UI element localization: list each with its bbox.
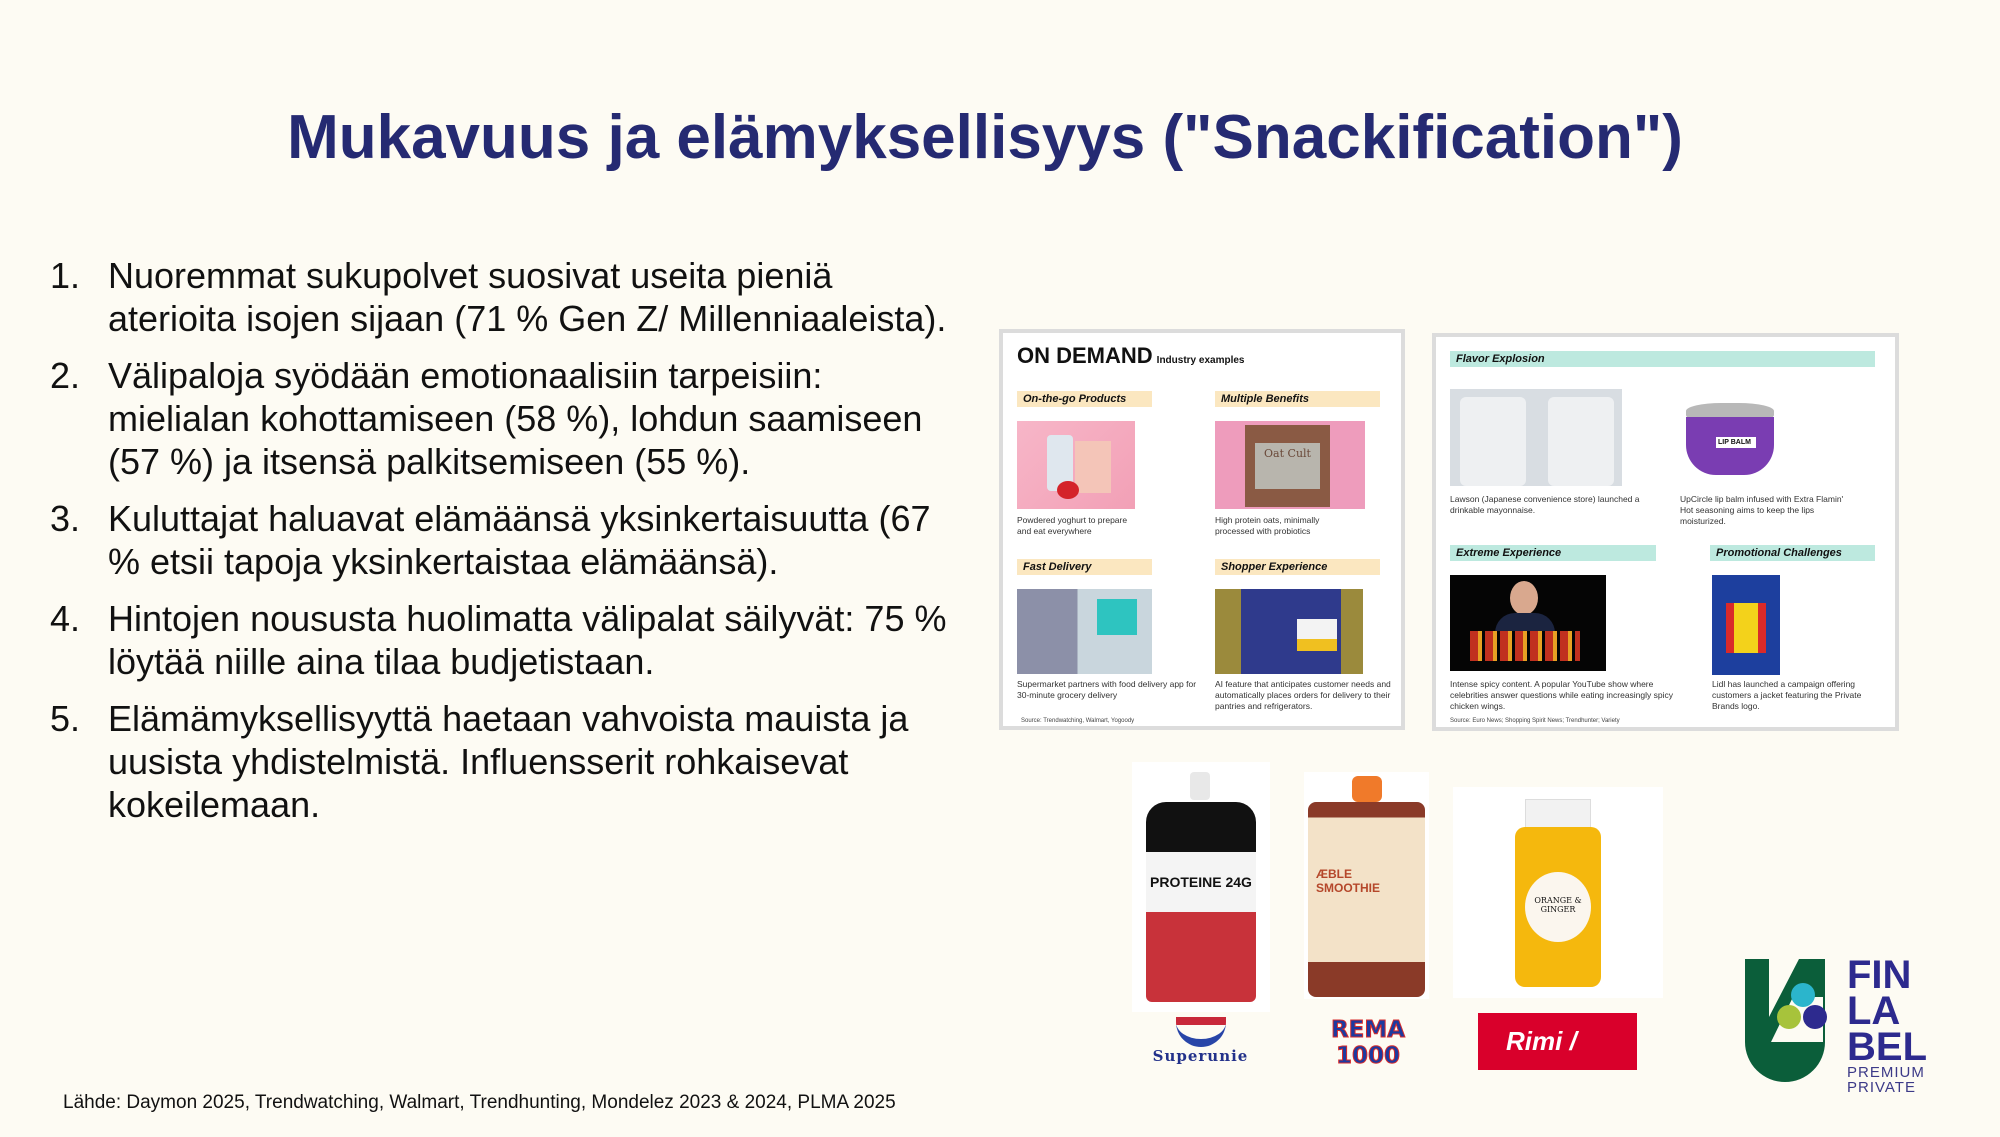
caption: Lawson (Japanese convenience store) launched a drinkable mayonnaise. — [1450, 494, 1640, 515]
caption: UpCircle lip balm infused with Extra Flamin' Hot seasoning aims to keep the lips moisturized. — [1680, 494, 1844, 526]
brand-private: PRIVATE — [1847, 1079, 1916, 1096]
brand-fin: FIN — [1847, 953, 1912, 997]
on-demand-panel — [999, 329, 1405, 730]
caption: AI feature that anticipates customer needs and automatically places orders for delivery to their pantries and refrigerators. — [1215, 679, 1391, 711]
rema-1000-logo: REMA 1000 — [1330, 1017, 1406, 1069]
lidl-jacket-image — [1712, 575, 1780, 675]
slide-title: Mukavuus ja elämyksellisyys ("Snackification") — [287, 103, 1683, 172]
list-item — [50, 254, 950, 340]
item-number: 3. — [50, 498, 81, 539]
rimi-juice-product — [1453, 787, 1663, 998]
section-heading: Promotional Challenges — [1710, 545, 1875, 561]
rimi-swoosh-icon: / — [1569, 1026, 1577, 1056]
caption: Intense spicy content. A popular YouTube show where celebrities answer questions while eating increasingly spicy chicken wings. — [1450, 679, 1674, 711]
finlabel-emblem-icon — [1743, 957, 1833, 1087]
list-item — [50, 354, 950, 483]
panel-source: Source: Euro News; Shopping Spirit News; Trendhunter; Variety — [1450, 718, 1620, 724]
item-text: Hintojen noususta huolimatta välipalat säilyvät: 75 % löytää niille aina tilaa budjetistaan. — [108, 598, 947, 682]
yoghurt-image — [1017, 421, 1135, 509]
shopper-image — [1215, 589, 1363, 674]
product-label: ORANGE & GINGER — [1525, 872, 1591, 942]
item-text: Kuluttajat haluavat elämäänsä yksinkertaisuutta (67 % etsii tapoja yksinkertaistaa elämäänsä). — [108, 498, 931, 582]
brand-bel: BEL — [1847, 1025, 1927, 1069]
caption: Powdered yoghurt to prepare and eat everywhere — [1017, 515, 1128, 536]
finlabel-logo — [1743, 953, 1973, 1096]
lip-balm-image — [1680, 395, 1775, 485]
delivery-image — [1017, 589, 1152, 674]
product-label: ÆBLE SMOOTHIE — [1316, 867, 1381, 895]
lip-balm-label: LIP BALM — [1716, 437, 1756, 448]
item-text: Nuoremmat sukupolvet suosivat useita pieniä aterioita isojen sijaan (71 % Gen Z/ Millenniaaleista). — [108, 255, 947, 339]
oat-cult-image — [1215, 421, 1365, 509]
oat-cult-label: Oat Cult — [1255, 443, 1320, 489]
section-heading: Extreme Experience — [1450, 545, 1656, 561]
panel-title — [1017, 343, 1244, 369]
item-number: 2. — [50, 355, 81, 396]
item-number: 4. — [50, 598, 81, 639]
list-item — [50, 497, 950, 583]
superunie-logo — [1148, 1015, 1253, 1076]
mayonnaise-image — [1450, 389, 1622, 486]
section-heading: Multiple Benefits — [1215, 391, 1380, 407]
section-heading: Fast Delivery — [1017, 559, 1152, 575]
panel-title-text: ON DEMAND — [1017, 343, 1153, 368]
item-text: Elämämyksellisyyttä haetaan vahvoista mauista ja uusista yhdistelmistä. Influensserit rohkaisevat kokeilemaan. — [108, 698, 909, 825]
bullet-list — [50, 254, 950, 840]
superunie-text: Superunie — [1152, 1047, 1249, 1065]
section-heading: Shopper Experience — [1215, 559, 1380, 575]
brand-la: LA — [1847, 989, 1901, 1033]
source-note: Lähde: Daymon 2025, Trendwatching, Walmart, Trendhunting, Mondelez 2023 & 2024, PLMA 2025 — [63, 1092, 896, 1113]
flavor-panel — [1432, 333, 1899, 731]
caption: Supermarket partners with food delivery app for 30-minute grocery delivery — [1017, 679, 1197, 700]
list-item — [50, 697, 950, 826]
section-heading: On-the-go Products — [1017, 391, 1152, 407]
item-text: Välipaloja syödään emotionaalisiin tarpeisiin: mielialan kohottamiseen (58 %), lohdun saamiseen (57 %) ja itsensä palkitsemiseen (55 %). — [108, 355, 923, 482]
hot-ones-image — [1450, 575, 1606, 671]
product-label: PROTEINE 24G — [1150, 874, 1252, 890]
item-number: 1. — [50, 255, 81, 296]
melkan-protein-product — [1132, 762, 1270, 1012]
panel-source: Source: Trendwatching, Walmart, Yogoody — [1021, 718, 1135, 724]
rimi-logo — [1478, 1013, 1637, 1070]
rimi-text: Rimi — [1506, 1026, 1563, 1056]
rema-smoothie-product — [1304, 772, 1429, 999]
caption: High protein oats, minimally processed with probiotics — [1215, 515, 1320, 536]
panel-subtitle: Industry examples — [1156, 355, 1245, 366]
section-heading: Flavor Explosion — [1450, 351, 1875, 367]
list-item — [50, 597, 950, 683]
item-number: 5. — [50, 698, 81, 739]
brand-premium: PREMIUM — [1847, 1064, 1925, 1081]
caption: Lidl has launched a campaign offering customers a jacket featuring the Private Brands logo. — [1712, 679, 1862, 711]
